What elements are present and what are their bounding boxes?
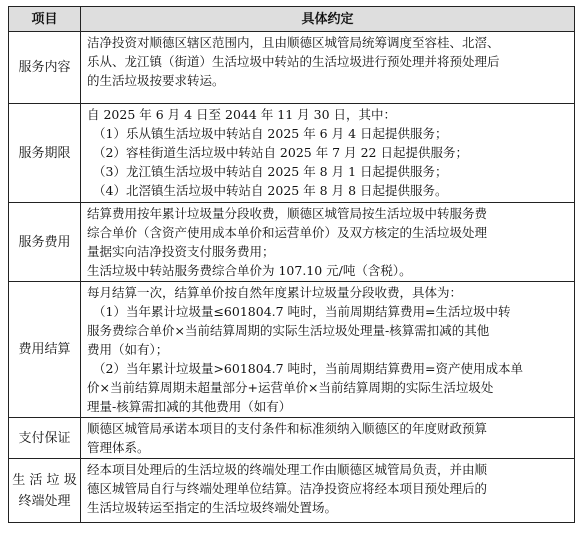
row-label-line: 支付保证 (18, 430, 71, 446)
content-line: 顺德区城管局承诺本项目的支付条件和标准须纳入顺德区的年度财政预算 (87, 421, 488, 436)
table-row (9, 282, 575, 418)
content-line: （2）当年累计垃圾量>601804.7 吨时，当前周期结算费用=资产使用成本单 (93, 361, 524, 376)
row-label-line: 服务期限 (18, 145, 71, 161)
row-label (9, 418, 81, 459)
content-line: 量据实向洁净投资支付服务费用； (87, 244, 275, 259)
row-label (9, 32, 81, 104)
row-content (81, 282, 575, 418)
table-row (9, 203, 575, 282)
content-line: 德区城管局自行与终端处理单位结算。洁净投资应将经本项目预处理后的 (87, 481, 488, 496)
row-label (9, 203, 81, 282)
row-label-line: 生 活 垃 圾 (12, 472, 77, 488)
row-content (81, 459, 575, 523)
content-line: 费用（如有）； (87, 342, 169, 357)
content-line: 结算费用按年累计垃圾量分段收费，顺德区城管局按生活垃圾中转服务费 (87, 206, 488, 221)
table-row (9, 32, 575, 104)
content-line: 服务费综合单价×当前结算周期的实际生活垃圾处理量-核算需扣减的其他 (87, 323, 490, 338)
content-line: 每月结算一次，结算单价按自然年度累计垃圾量分段收费，具体为： (87, 285, 463, 300)
content-line: 的生活垃圾按要求转运。 (87, 73, 225, 88)
row-label-line: 终端处理 (18, 493, 71, 509)
content-line: 生活垃圾中转站服务费综合单价为 107.10 元/吨（含税）。 (87, 263, 412, 278)
table-row (9, 104, 575, 203)
row-label-line: 费用结算 (18, 342, 71, 357)
content-line: 自 2025 年 6 月 4 日至 2044 年 11 月 30 日，其中： (87, 107, 397, 122)
table-header-row (9, 7, 575, 32)
content-line: （1）当年累计垃圾量≤601804.7 吨时，当前周期结算费用=生活垃圾中转 (93, 304, 511, 319)
row-content (81, 104, 575, 203)
content-line: 综合单价（含资产使用成本单价和运营单价）及双方核定的生活垃圾处理 (87, 225, 488, 240)
content-line: （4）北滘镇生活垃圾中转站自 2025 年 8 月 8 日起提供服务。 (93, 183, 448, 198)
content-line: （2）容桂街道生活垃圾中转站自 2025 年 7 月 22 日起提供服务； (93, 145, 468, 160)
content-line: 洁净投资对顺德区辖区范围内，且由顺德区城管局统筹调度至容桂、北滘、 (87, 35, 500, 50)
row-content (81, 418, 575, 459)
row-label-line: 服务费用 (18, 234, 71, 250)
row-label (9, 104, 81, 203)
agreement-table (8, 6, 575, 523)
row-label (9, 282, 81, 418)
table-row (9, 459, 575, 523)
content-line: 生活垃圾转运至指定的生活垃圾终端处置场。 (87, 500, 338, 515)
row-content (81, 32, 575, 104)
row-label (9, 459, 81, 523)
header-detail: 具体约定 (81, 7, 575, 32)
content-line: 理量-核算需扣减的其他费用（如有） (87, 399, 292, 414)
content-line: 价×当前结算周期未超量部分+运营单价×当前结算周期的实际生活垃圾处 (87, 380, 494, 395)
row-content (81, 203, 575, 282)
table-row (9, 418, 575, 459)
header-item: 项目 (9, 7, 81, 32)
content-line: 乐从、龙江镇（街道）生活垃圾中转站的生活垃圾进行预处理并将预处理后 (87, 54, 500, 69)
content-line: （3）龙江镇生活垃圾中转站自 2025 年 8 月 1 日起提供服务； (93, 164, 448, 179)
content-line: 经本项目处理后的生活垃圾的终端处理工作由顺德区城管局负责，并由顺 (87, 462, 488, 477)
row-label-line: 服务内容 (18, 60, 71, 75)
content-line: 管理体系。 (87, 440, 150, 455)
content-line: （1）乐从镇生活垃圾中转站自 2025 年 6 月 4 日起提供服务； (93, 126, 448, 141)
